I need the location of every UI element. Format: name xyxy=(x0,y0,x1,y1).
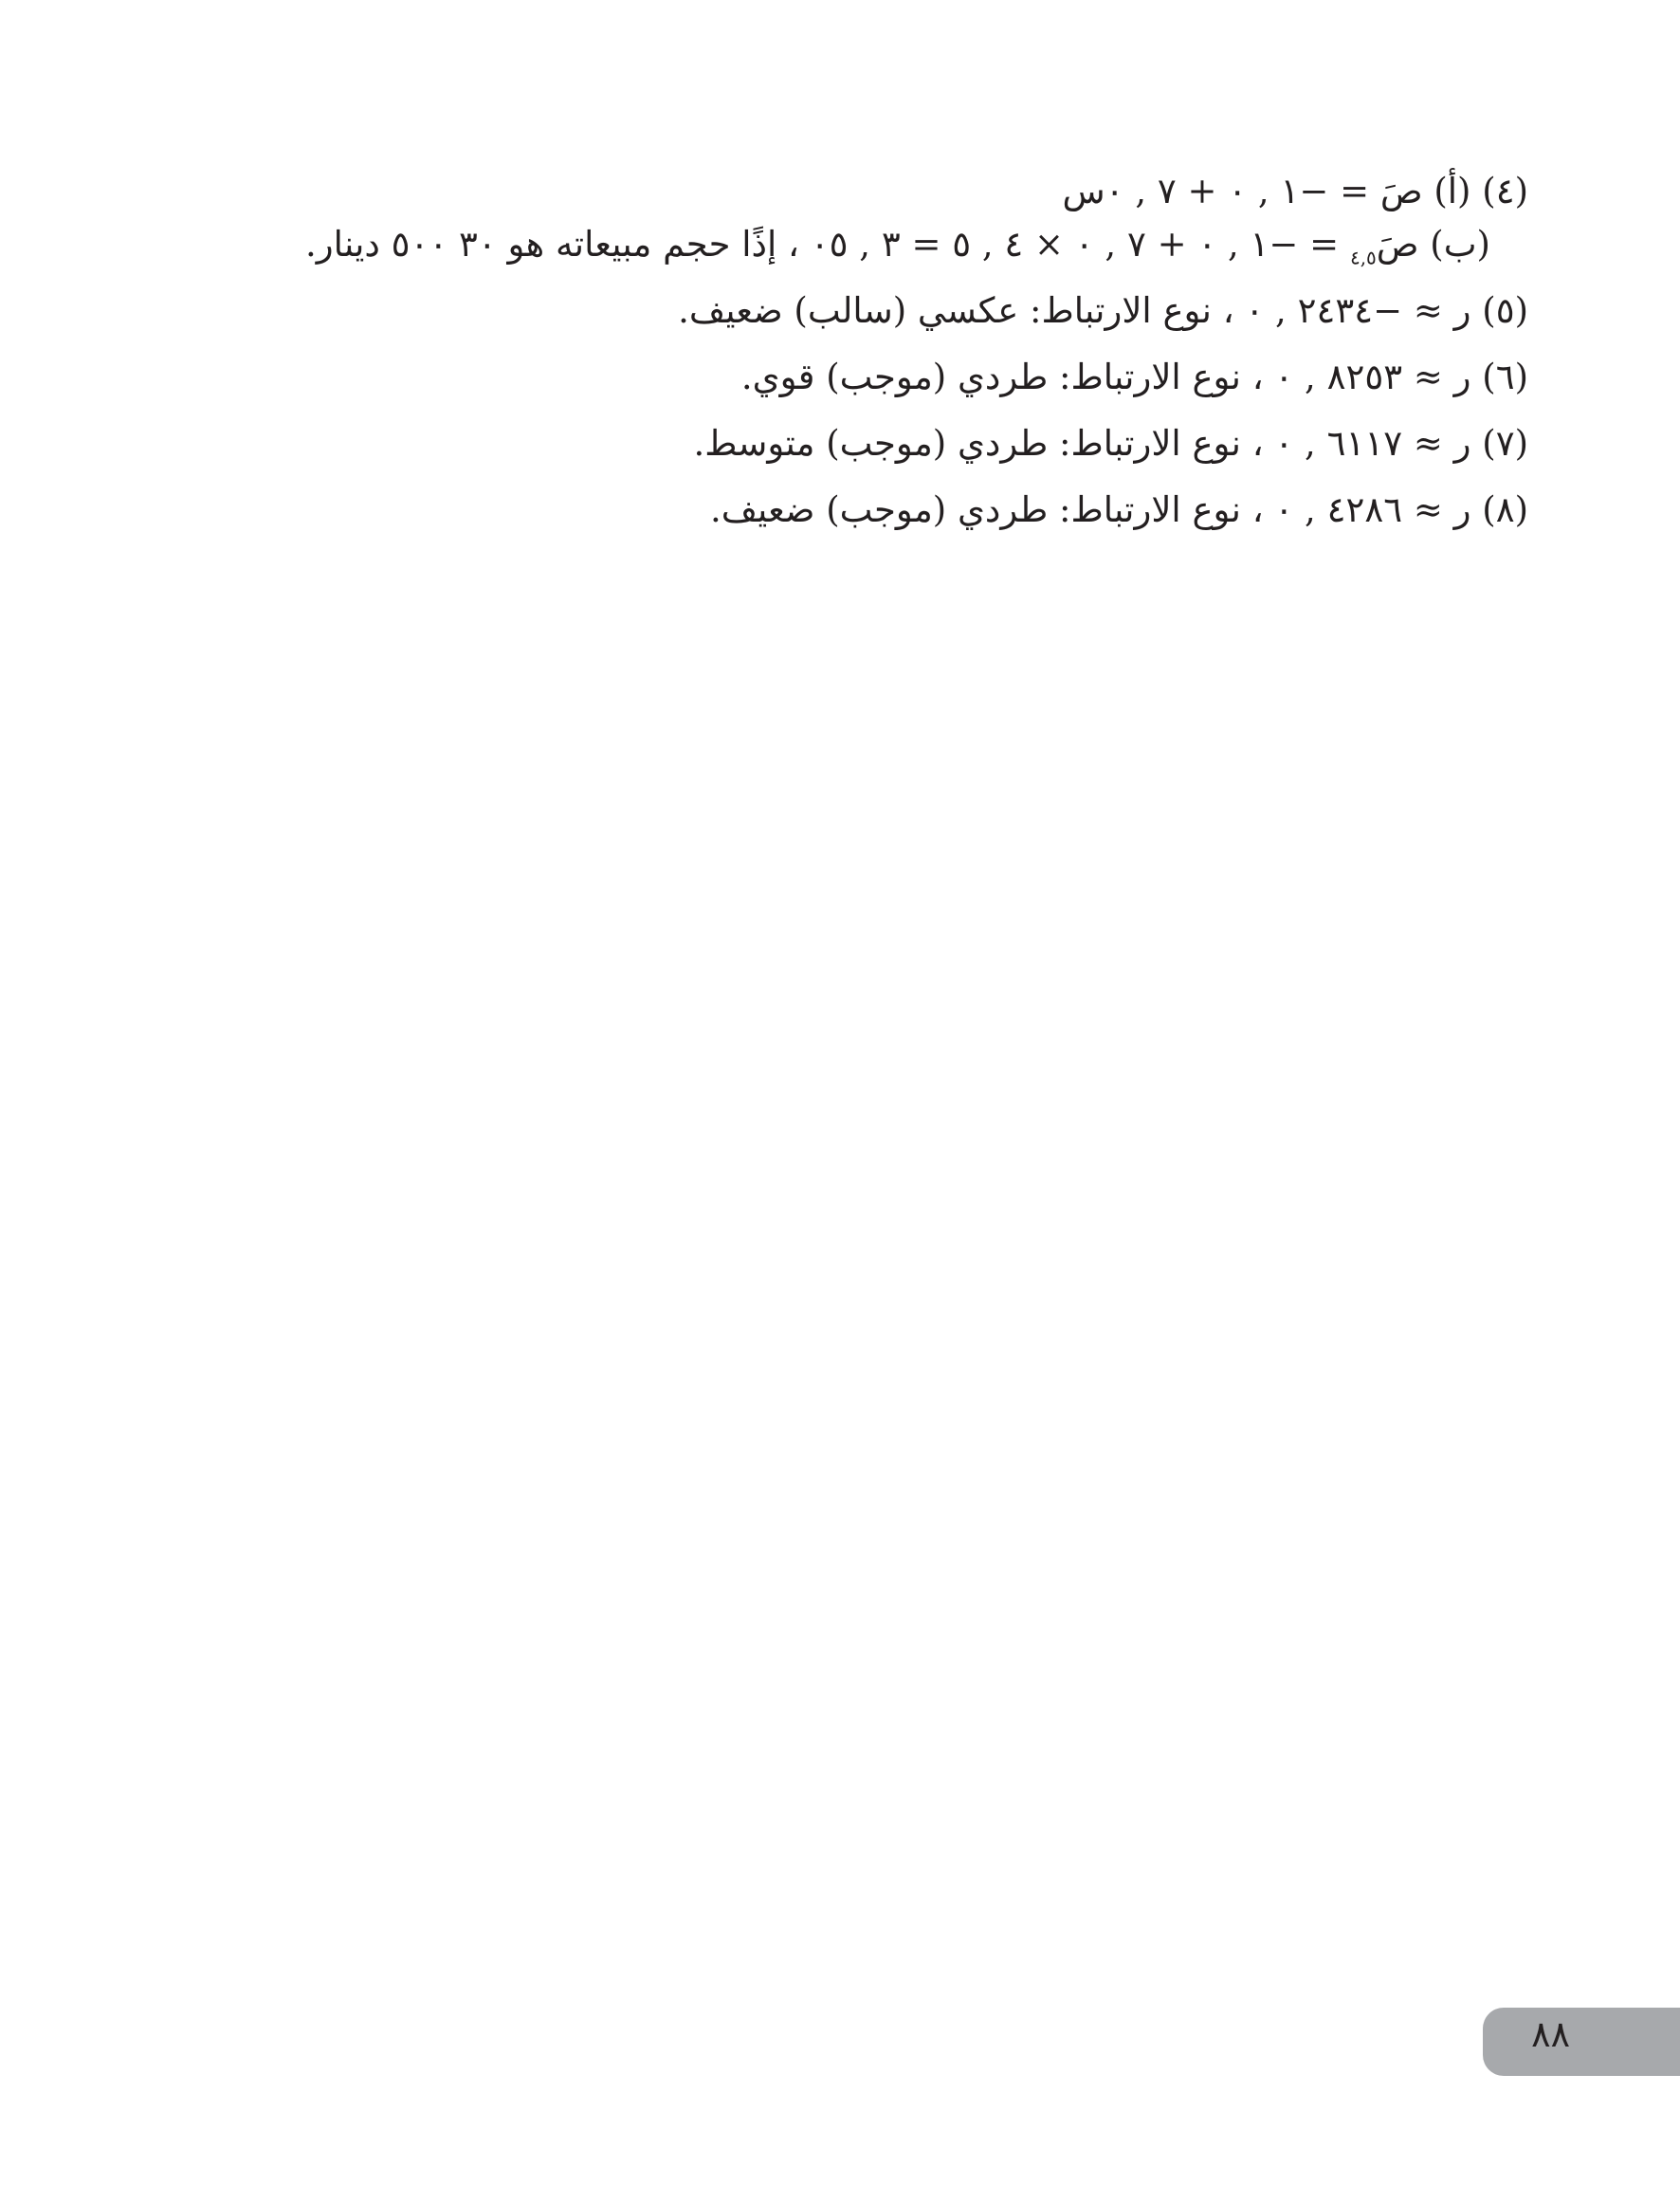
answer-4b-start: (ب) صَ xyxy=(1376,224,1490,265)
page-number: ٨٨ xyxy=(1531,2013,1570,2055)
answer-5: (٥) ر ≈ −٢٤٣٤ , ٠ ، نوع الارتباط: عكسي (سالب) ضعيف. xyxy=(678,290,1528,331)
answer-4b-rest: = −١ , ٠ + ٧ , ٠ × ٤ , ٥ = ٣ , ٠٥ ، إذًا حجم مبيعاته هو ٣٠ ٥٠٠ دينار. xyxy=(305,224,1350,265)
answer-4b xyxy=(239,222,1490,271)
answer-4b-subscript: ٤,٥ xyxy=(1349,246,1377,269)
answer-6: (٦) ر ≈ ٨٢٥٣ , ٠ ، نوع الارتباط: طردي (موجب) قوي. xyxy=(740,357,1528,397)
page-number-tab xyxy=(1483,2008,1680,2076)
answers-block xyxy=(239,169,1528,554)
answer-4a: (٤) (أ) صَ = −١ , ٠ + ٧ , ٠س xyxy=(1062,171,1528,211)
answer-8: (٨) ر ≈ ٤٢٨٦ , ٠ ، نوع الارتباط: طردي (موجب) ضعيف. xyxy=(709,489,1528,530)
answer-7: (٧) ر ≈ ٦١١٧ , ٠ ، نوع الارتباط: طردي (موجب) متوسط. xyxy=(693,423,1528,464)
